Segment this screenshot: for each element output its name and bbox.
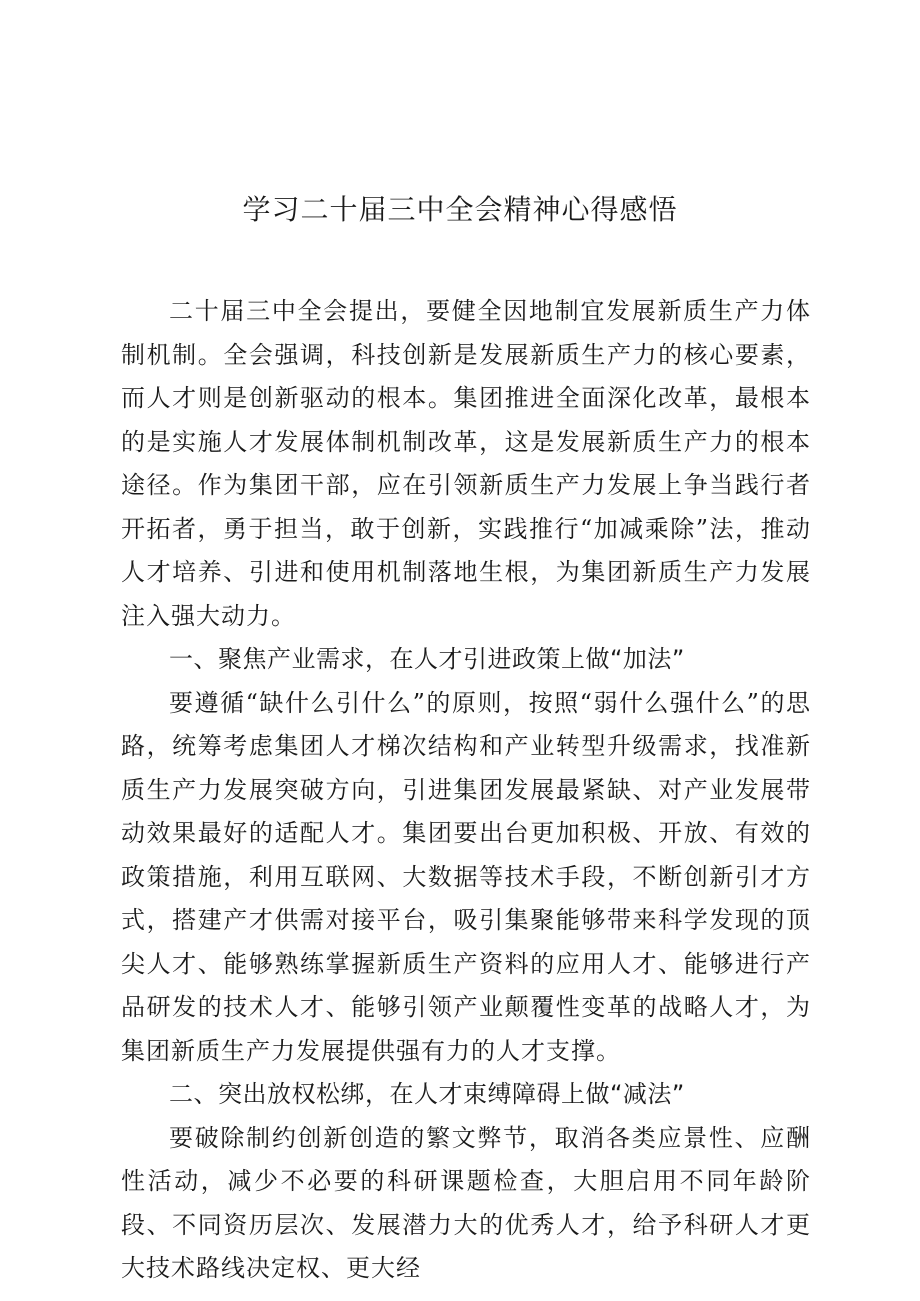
section-heading-2: 二、突出放权松绑，在人才束缚障碍上做“减法” xyxy=(169,1080,685,1108)
document-title: 学习二十届三中全会精神心得感悟 xyxy=(242,193,678,226)
document-body xyxy=(121,290,811,1291)
section-paragraph-2: 要破除制约创新创造的繁文弊节，取消各类应景性、应酬性活动，减少不必要的科研课题检查，大胆启用不同年龄阶段、不同资历层次、发展潜力大的优秀人才，给予科研人才更大技术路线决定权、更大经 xyxy=(121,1123,811,1282)
section-heading-1: 一、聚焦产业需求，在人才引进政策上做“加法” xyxy=(169,645,685,673)
intro-paragraph: 二十届三中全会提出，要健全因地制宜发展新质生产力体制机制。全会强调，科技创新是发展新质生产力的核心要素，而人才则是创新驱动的根本。集团推进全面深化改革，最根本的是实施人才发展体制机制改革，这是发展新质生产力的根本途径。作为集团干部，应在引领新质生产力发展上争当践行者开拓者，勇于担当，敢于创新，实践推行“加减乘除”法，推动人才培养、引进和使用机制落地生根，为集团新质生产力发展注入强大动力。 xyxy=(121,297,811,630)
section-paragraph-1: 要遵循“缺什么引什么”的原则，按照“弱什么强什么”的思路，统筹考虑集团人才梯次结构和产业转型升级需求，找准新质生产力发展突破方向，引进集团发展最紧缺、对产业发展带动效果最好的适配人才。集团要出台更加积极、开放、有效的政策措施，利用互联网、大数据等技术手段，不断创新引才方式，搭建产才供需对接平台，吸引集聚能够带来科学发现的顶尖人才、能够熟练掌握新质生产资料的应用人才、能够进行产品研发的技术人才、能够引领产业颠覆性变革的战略人才，为集团新质生产力发展提供强有力的人才支撑。 xyxy=(121,688,811,1065)
